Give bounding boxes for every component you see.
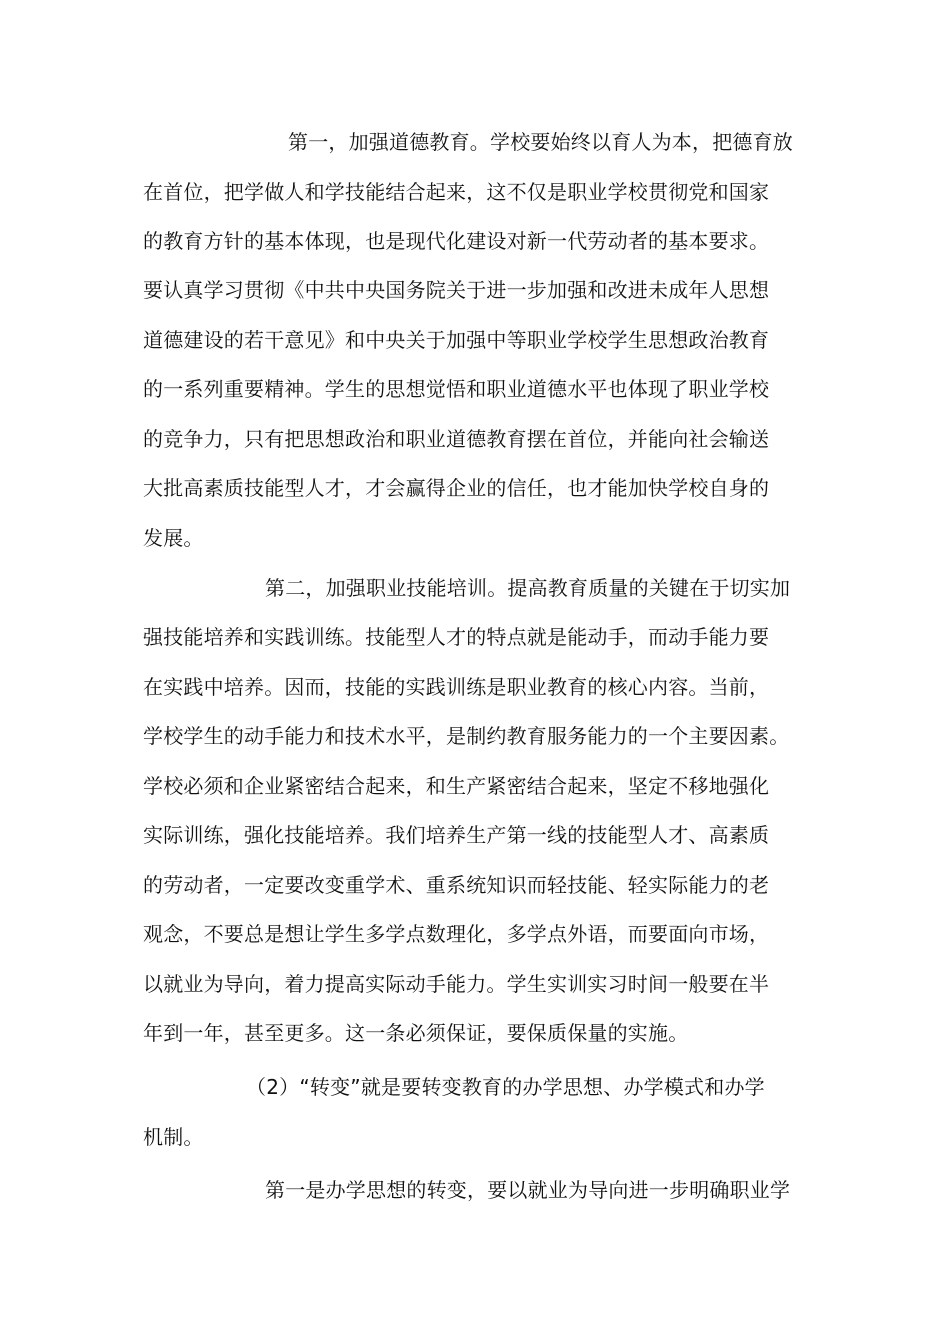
paragraph-2-line-10: 年到一年，甚至更多。这一条必须保证，要保质保量的实施。 [143,1021,689,1045]
paragraph-2-line-4: 学校学生的动手能力和技术水平，是制约教育服务能力的一个主要因素。 [143,724,790,748]
paragraph-2-line-8: 观念，不要总是想让学生多学点数理化，多学点外语，而要面向市场， [143,922,770,946]
paragraph-2-line-7: 的劳动者，一定要改变重学术、重系统知识而轻技能、轻实际能力的老 [143,873,770,897]
paragraph-3-line-1: （2）“转变”就是要转变教育的办学思想、办学模式和办学 [246,1075,765,1099]
paragraph-1-line-9: 发展。 [143,526,204,550]
paragraph-1-line-1: 第一，加强道德教育。学校要始终以育人为本，把德育放 [288,130,793,154]
paragraph-2-line-9: 以就业为导向，着力提高实际动手能力。学生实训实习时间一般要在半 [143,972,770,996]
paragraph-2-line-5: 学校必须和企业紧密结合起来，和生产紧密结合起来，坚定不移地强化 [143,774,770,798]
paragraph-4-line-1: 第一是办学思想的转变，要以就业为导向进一步明确职业学 [265,1178,791,1202]
paragraph-1-line-4: 要认真学习贯彻《中共中央国务院关于进一步加强和改进未成年人思想 [143,278,770,302]
paragraph-1-line-7: 的竞争力，只有把思想政治和职业道德教育摆在首位，并能向社会输送 [143,427,770,451]
paragraph-1-line-5: 道德建设的若干意见》和中央关于加强中等职业学校学生思想政治教育 [143,328,770,352]
paragraph-1-line-6: 的一系列重要精神。学生的思想觉悟和职业道德水平也体现了职业学校 [143,377,770,401]
paragraph-1-line-2: 在首位，把学做人和学技能结合起来，这不仅是职业学校贯彻党和国家 [143,180,770,204]
paragraph-2-line-1: 第二，加强职业技能培训。提高教育质量的关键在于切实加 [265,576,791,600]
paragraph-2-line-2: 强技能培养和实践训练。技能型人才的特点就是能动手，而动手能力要 [143,625,770,649]
paragraph-2-line-3: 在实践中培养。因而，技能的实践训练是职业教育的核心内容。当前， [143,675,770,699]
paragraph-1-line-3: 的教育方针的基本体现，也是现代化建设对新一代劳动者的基本要求。 [143,229,770,253]
paragraph-3-line-2: 机制。 [143,1125,204,1149]
paragraph-2-line-6: 实际训练，强化技能培养。我们培养生产第一线的技能型人才、高素质 [143,823,770,847]
paragraph-1-line-8: 大批高素质技能型人才，才会赢得企业的信任，也才能加快学校自身的 [143,476,770,500]
